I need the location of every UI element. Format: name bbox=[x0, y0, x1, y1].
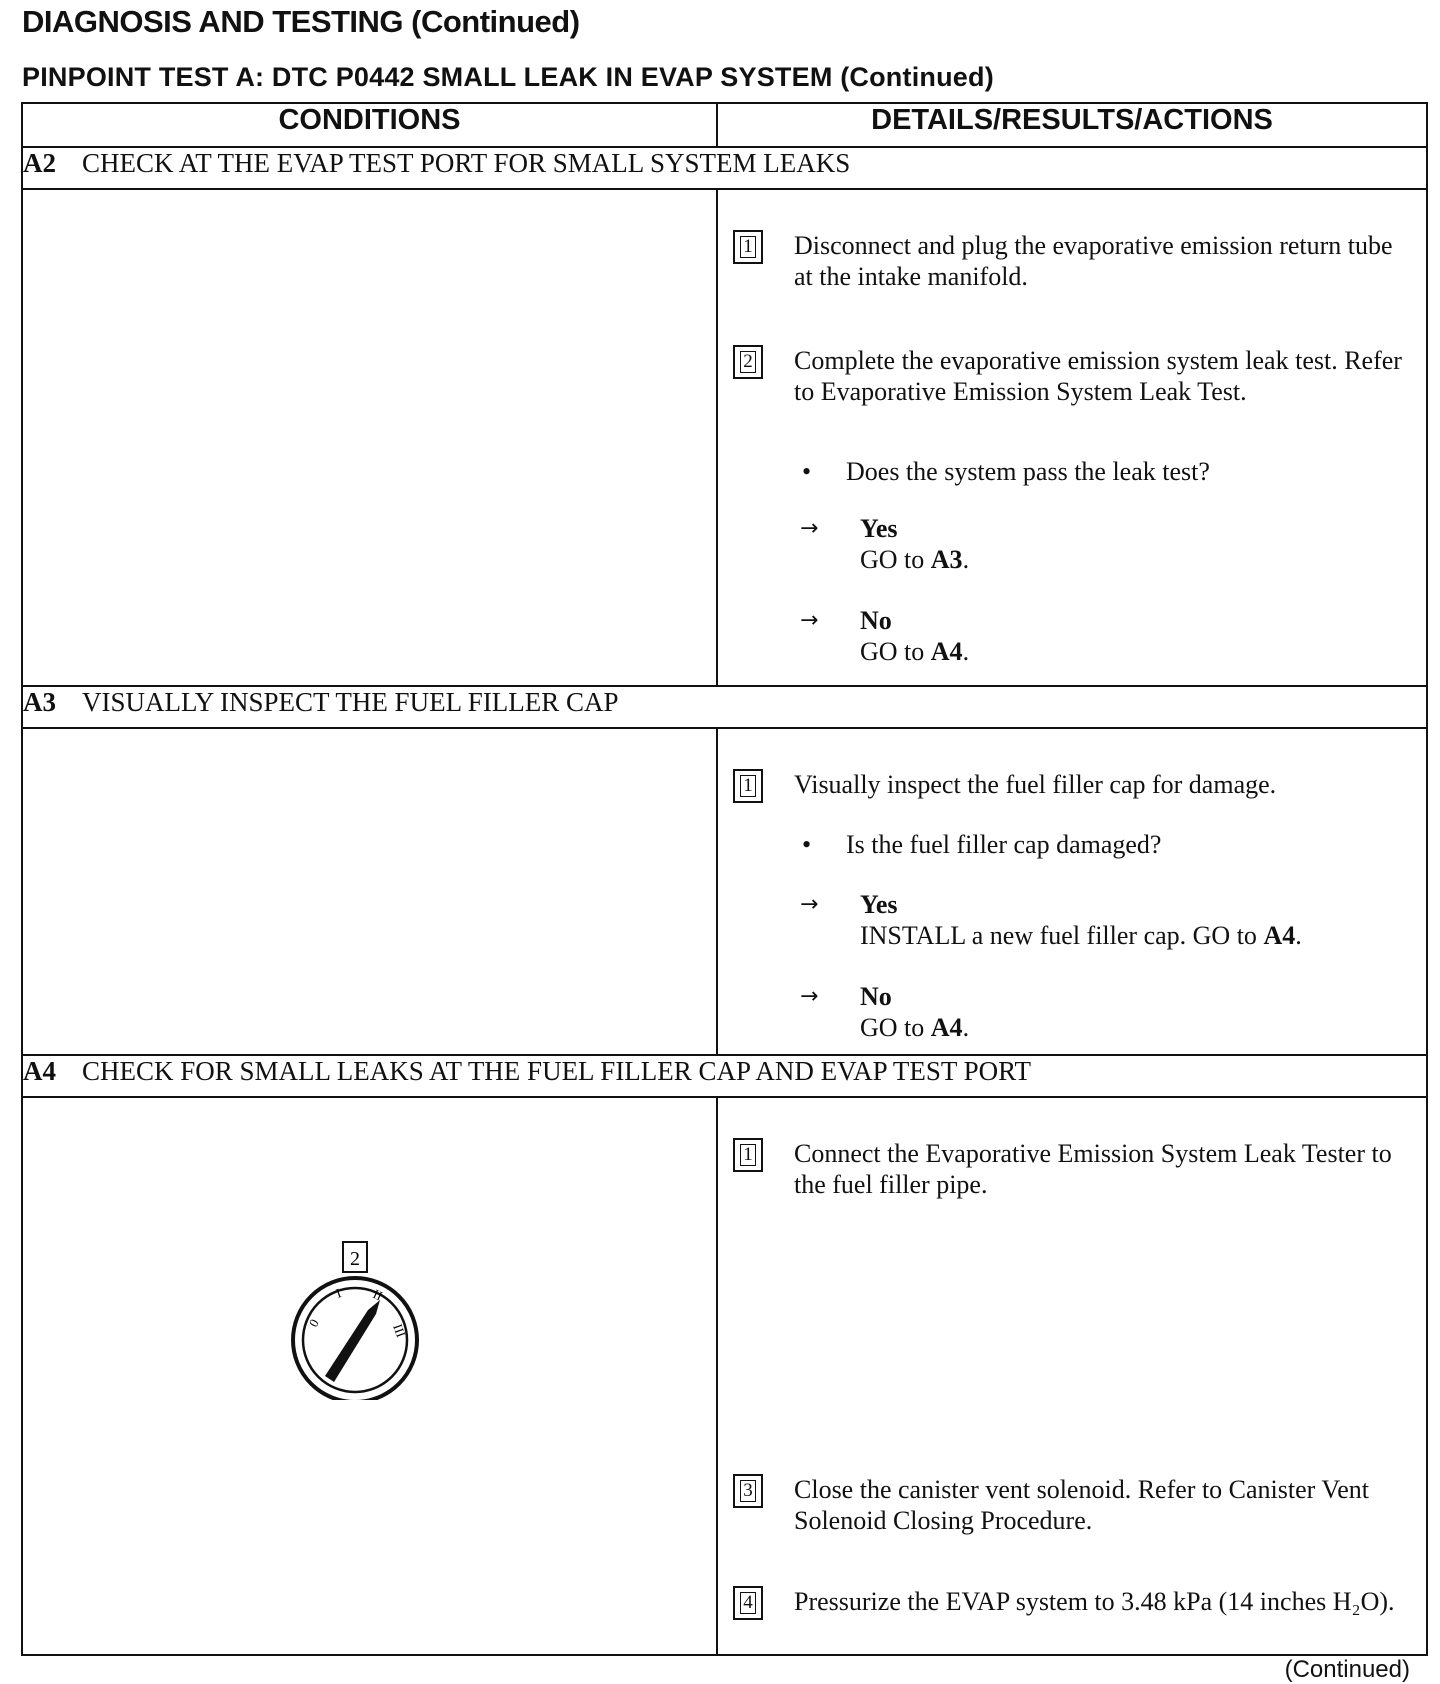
step-header-a2 bbox=[22, 147, 1427, 189]
result-label: Yes bbox=[860, 890, 898, 919]
instruction-text: Close the canister vent solenoid. Refer to Canister Vent Solenoid Closing Procedure. bbox=[794, 1475, 1369, 1535]
continued-footer: (Continued) bbox=[1284, 1656, 1410, 1683]
arrow-right-icon: → bbox=[800, 516, 819, 541]
dial-label-iii: III bbox=[390, 1321, 409, 1340]
step-number-box: 1 bbox=[733, 1138, 763, 1172]
instruction-text: Visually inspect the fuel filler cap for damage. bbox=[794, 770, 1277, 799]
conditions-cell bbox=[22, 728, 717, 1055]
result-label: Yes bbox=[860, 514, 898, 543]
details-header: DETAILS/RESULTS/ACTIONS bbox=[717, 103, 1427, 147]
question-text: Is the fuel filler cap damaged? bbox=[846, 830, 1162, 859]
instruction-text: Pressurize the EVAP system to 3.48 kPa (14 inches H₂O). bbox=[794, 1587, 1395, 1616]
instruction-text: Connect the Evaporative Emission System Leak Tester to the fuel filler pipe. bbox=[794, 1139, 1392, 1199]
details-cell bbox=[717, 728, 1427, 1055]
table-header-row bbox=[22, 103, 1427, 147]
step-body-a2 bbox=[22, 189, 1427, 686]
result-action: INSTALL a new fuel filler cap. GO to A4. bbox=[860, 921, 1302, 950]
test-title: PINPOINT TEST A: DTC P0442 SMALL LEAK IN EVAP SYSTEM (Continued) bbox=[22, 62, 994, 92]
step-number-box: 4 bbox=[733, 1586, 763, 1620]
conditions-cell bbox=[22, 189, 717, 686]
result-label: No bbox=[860, 982, 892, 1011]
step-header-a3 bbox=[22, 686, 1427, 728]
step-id: A4 bbox=[23, 1056, 56, 1086]
ignition-switch-icon bbox=[290, 1240, 420, 1400]
instruction-text: Disconnect and plug the evaporative emission return tube at the intake manifold. bbox=[794, 231, 1393, 291]
bullet-icon: • bbox=[802, 457, 812, 486]
result-label: No bbox=[860, 606, 892, 635]
details-cell bbox=[717, 189, 1427, 686]
dial-label-i: I bbox=[333, 1285, 344, 1301]
bullet-icon: • bbox=[802, 830, 812, 859]
ignition-switch-illustration bbox=[290, 1240, 420, 1405]
step-body-a4 bbox=[22, 1097, 1427, 1655]
dial-label-ii: II bbox=[370, 1286, 385, 1304]
step-title-a2 bbox=[22, 147, 1427, 189]
step-number-box: 1 bbox=[733, 769, 763, 803]
details-cell bbox=[717, 1097, 1427, 1655]
page-title: DIAGNOSIS AND TESTING (Continued) bbox=[22, 4, 580, 39]
instruction-text: Complete the evaporative emission system leak test. Refer to Evaporative Emission System Leak Test. bbox=[794, 346, 1402, 406]
result-action: GO to A3. bbox=[860, 545, 970, 574]
arrow-right-icon: → bbox=[800, 608, 819, 633]
dial-label-0: 0 bbox=[305, 1316, 322, 1330]
step-title-a3 bbox=[22, 686, 1427, 728]
step-id: A2 bbox=[23, 148, 56, 178]
result-action: GO to A4. bbox=[860, 637, 970, 666]
step-title: CHECK FOR SMALL LEAKS AT THE FUEL FILLER CAP AND EVAP TEST PORT bbox=[82, 1056, 1032, 1086]
step-title: CHECK AT THE EVAP TEST PORT FOR SMALL SYSTEM LEAKS bbox=[82, 148, 851, 178]
step-number-box: 1 bbox=[733, 230, 763, 264]
conditions-header: CONDITIONS bbox=[22, 103, 717, 147]
step-title: VISUALLY INSPECT THE FUEL FILLER CAP bbox=[82, 687, 619, 717]
step-body-a3 bbox=[22, 728, 1427, 1055]
step-number-box: 2 bbox=[733, 345, 763, 379]
step-id: A3 bbox=[23, 687, 56, 717]
step-header-a4 bbox=[22, 1055, 1427, 1097]
question-text: Does the system pass the leak test? bbox=[846, 457, 1210, 486]
illustration-step-number: 2 bbox=[350, 1248, 360, 1270]
step-number-box: 3 bbox=[733, 1474, 763, 1508]
arrow-right-icon: → bbox=[800, 984, 819, 1009]
arrow-right-icon: → bbox=[800, 892, 819, 917]
pinpoint-test-table bbox=[21, 102, 1428, 1656]
step-title-a4 bbox=[22, 1055, 1427, 1097]
result-action: GO to A4. bbox=[860, 1013, 970, 1042]
